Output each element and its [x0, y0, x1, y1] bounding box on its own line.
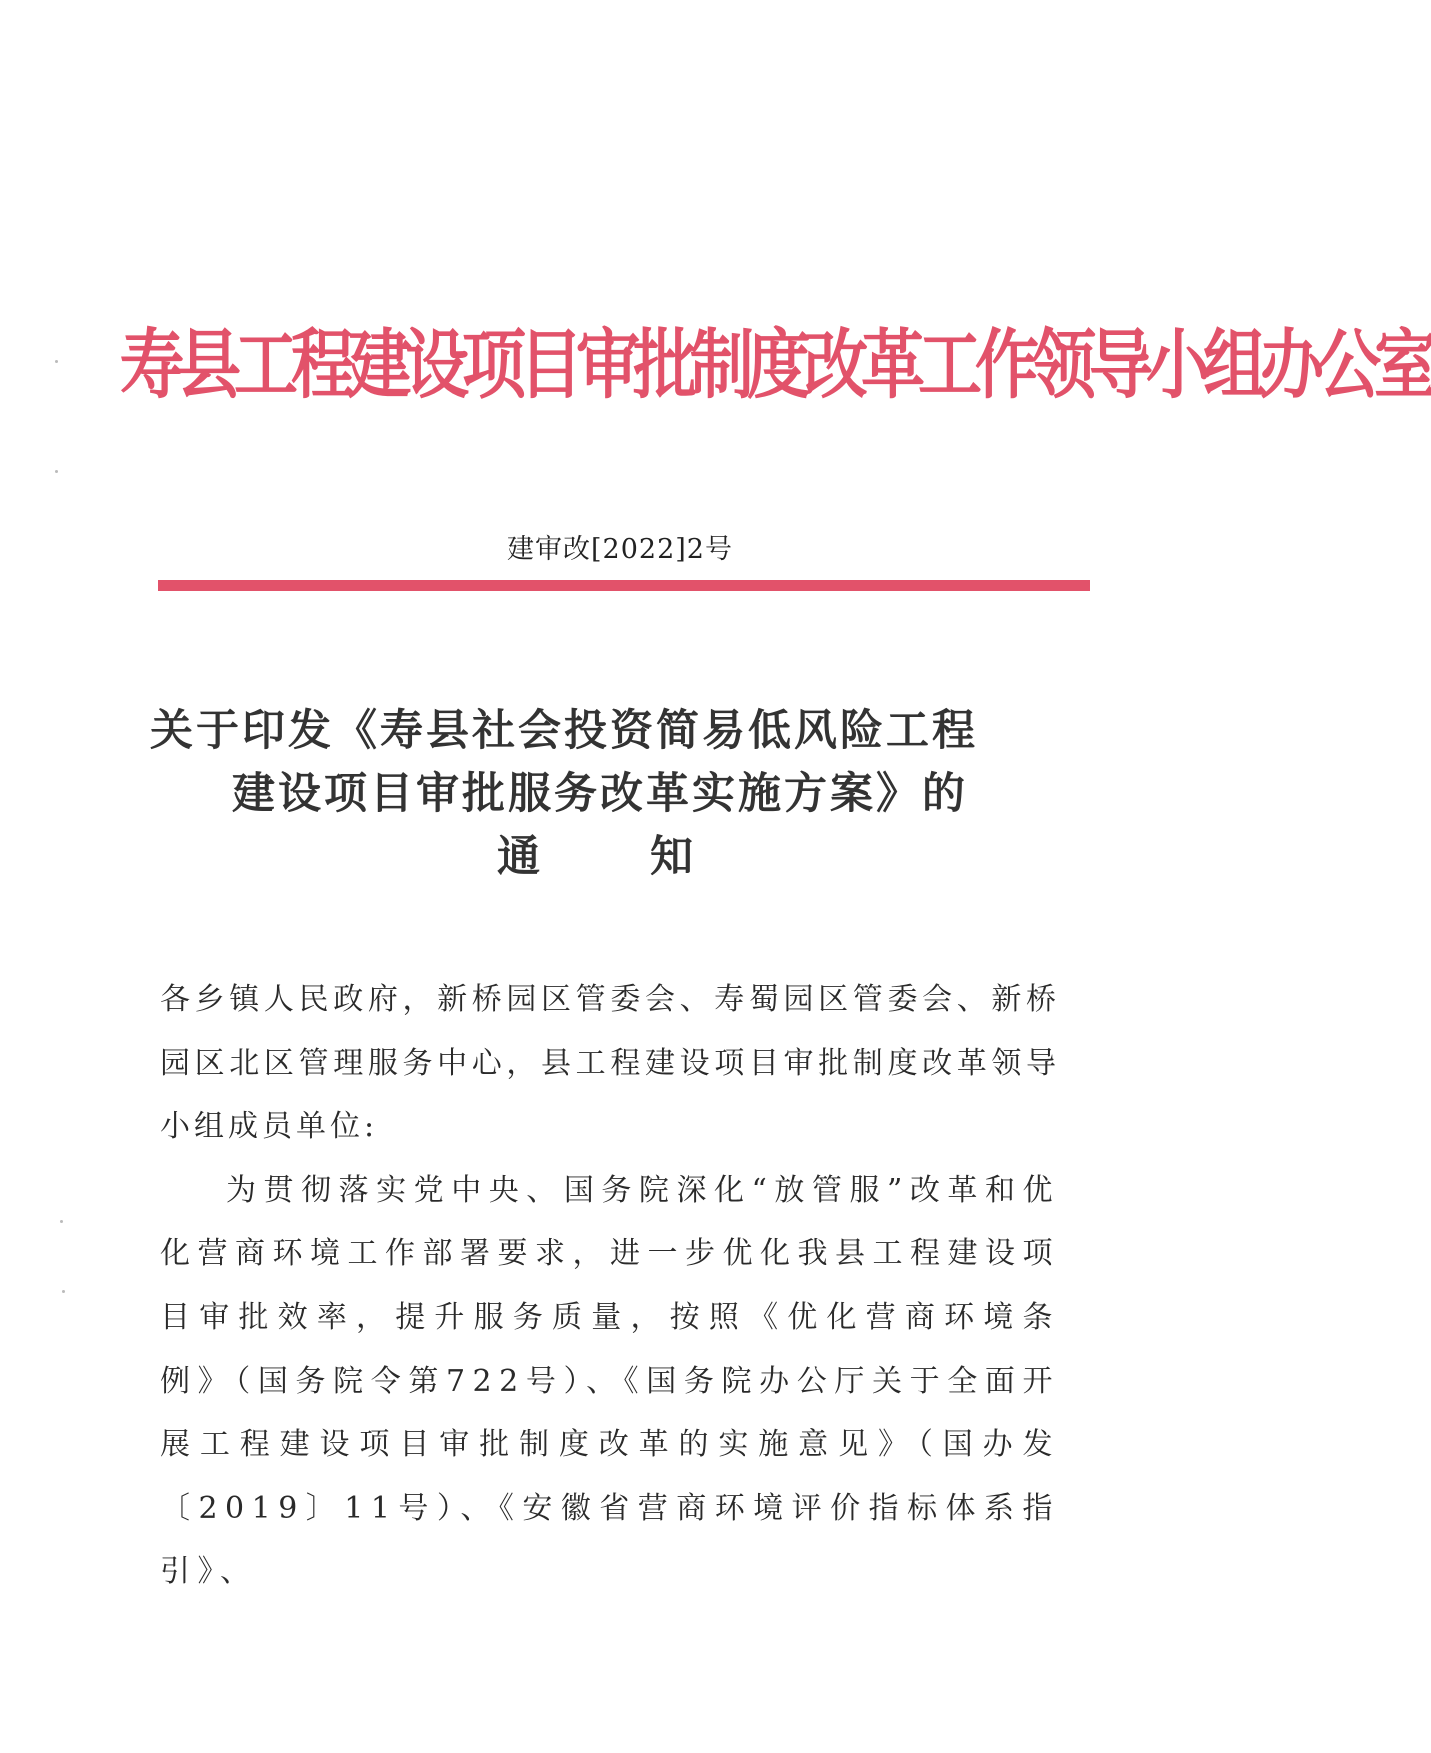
title-line-3: 通知	[497, 832, 803, 882]
scan-speck	[55, 470, 58, 473]
issuing-organization-header: 寿县工程建设项目审批制度改革工作领导小组办公室	[120, 322, 1431, 411]
title-line-1: 关于印发《寿县社会投资简易低风险工程	[150, 706, 978, 756]
salutation-paragraph: 各乡镇人民政府，新桥园区管委会、寿蜀园区管委会、新桥园区北区管理服务中心，县工程建设项目审批制度改革领导小组成员单位:	[160, 982, 1060, 1145]
scan-speck	[55, 360, 58, 363]
document-title	[150, 700, 1090, 889]
body-paragraph: 为贯彻落实党中央、国务院深化“放管服”改革和优化营商环境工作部署要求，进一步优化我县工程建设项目审批效率，提升服务质量，按照《优化营商环境条例》（国务院令第722号）、《国务院办公厅关于全面开展工程建设项目审批制度改革的实施意见》（国办发〔2019〕11号）、《安徽省营商环境评价指标体系指引》、	[160, 1172, 1060, 1590]
title-line-2: 建设项目审批服务改革实施方案》的	[232, 769, 968, 819]
document-body	[160, 968, 1060, 1604]
scan-speck	[62, 1290, 65, 1293]
document-number: 建审改[2022]2号	[507, 534, 733, 565]
red-divider-line	[158, 580, 1090, 591]
scan-speck	[60, 1220, 63, 1223]
